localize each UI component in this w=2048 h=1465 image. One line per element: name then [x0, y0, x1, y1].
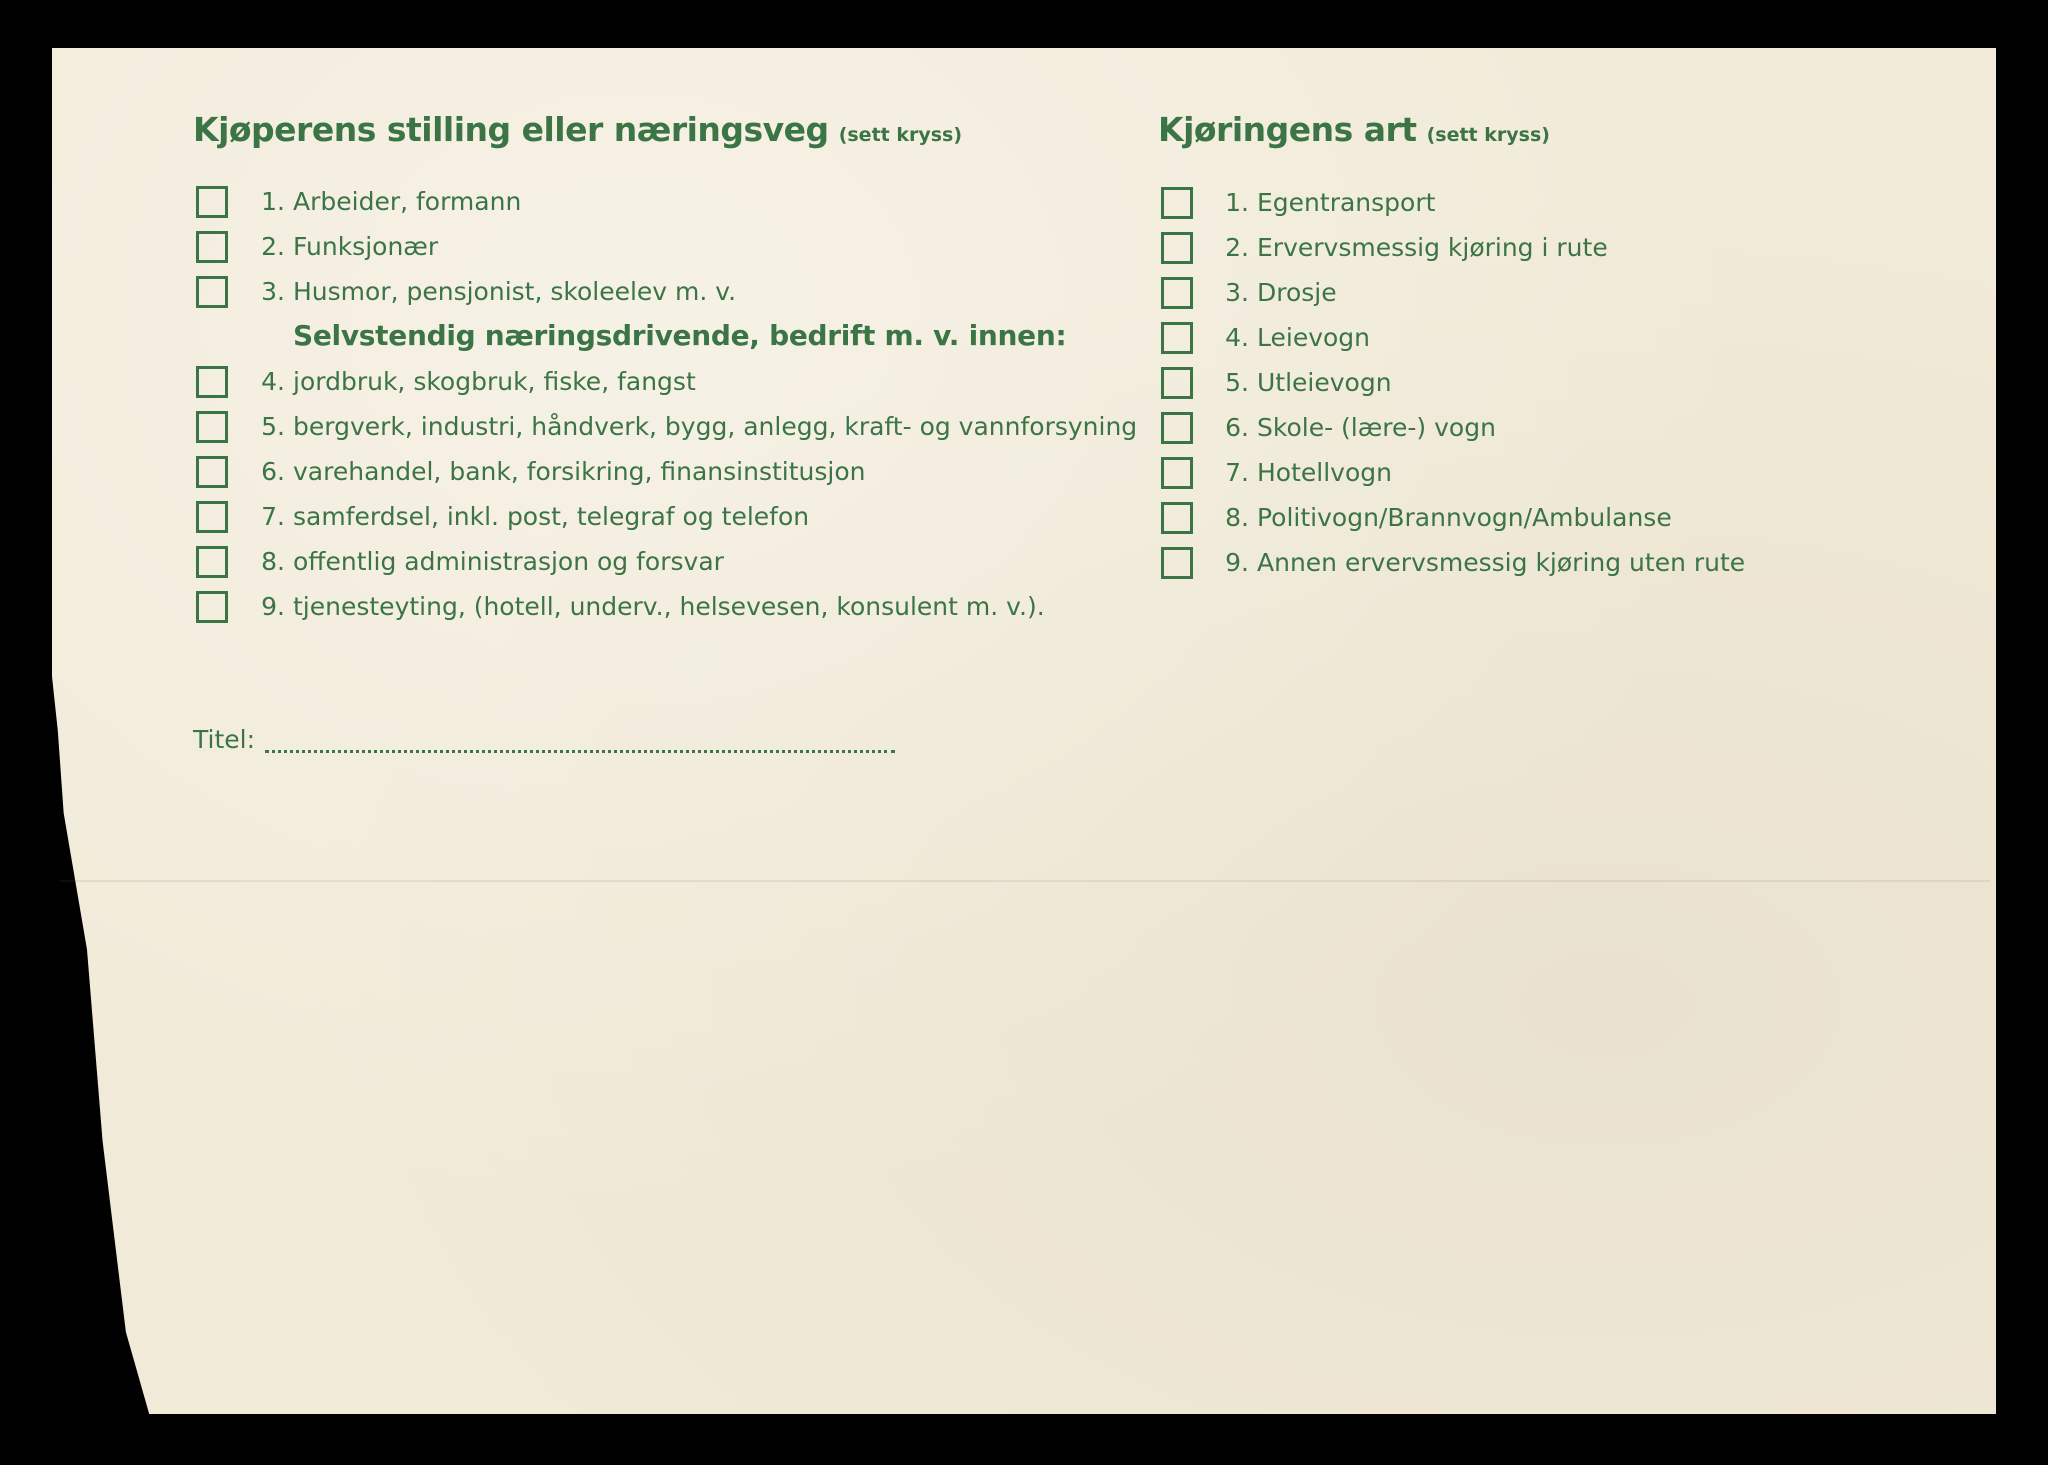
- self-employed-subheading: Selvstendig næringsdrivende, bedrift m. v. innen:: [293, 319, 1067, 352]
- item-number: 3.: [261, 277, 285, 306]
- item-number: 6.: [261, 457, 285, 486]
- item-number: 9.: [261, 592, 285, 621]
- item-number: 1.: [261, 187, 285, 216]
- right-section-heading: [1158, 110, 1550, 149]
- item-label: Annen ervervsmessig kjøring uten rute: [1257, 548, 1746, 577]
- left-section-heading: [193, 110, 962, 149]
- titel-input-line[interactable]: [265, 750, 895, 753]
- item-number: 4.: [1225, 323, 1249, 352]
- item-label: Egentransport: [1257, 188, 1436, 217]
- checkbox-occupation-6[interactable]: [196, 456, 228, 488]
- item-label: jordbruk, skogbruk, fiske, fangst: [293, 367, 696, 396]
- checkbox-occupation-5[interactable]: [196, 411, 228, 443]
- checkbox-driving-7[interactable]: [1161, 457, 1193, 489]
- item-label: varehandel, bank, forsikring, finansinstitusjon: [293, 457, 866, 486]
- right-heading-text: Kjøringens art: [1158, 110, 1417, 149]
- item-label: Husmor, pensjonist, skoleelev m. v.: [293, 277, 737, 306]
- checkbox-occupation-3[interactable]: [196, 276, 228, 308]
- item-label: samferdsel, inkl. post, telegraf og telefon: [293, 502, 810, 531]
- item-label: Arbeider, formann: [293, 187, 522, 216]
- checkbox-driving-4[interactable]: [1161, 322, 1193, 354]
- item-number: 2.: [1225, 233, 1249, 262]
- item-number: 7.: [261, 502, 285, 531]
- checkbox-driving-2[interactable]: [1161, 232, 1193, 264]
- checkbox-driving-1[interactable]: [1161, 187, 1193, 219]
- checkbox-occupation-8[interactable]: [196, 546, 228, 578]
- checkbox-driving-3[interactable]: [1161, 277, 1193, 309]
- checkbox-driving-9[interactable]: [1161, 547, 1193, 579]
- item-number: 7.: [1225, 458, 1249, 487]
- item-number: 8.: [1225, 503, 1249, 532]
- item-label: Politivogn/Brannvogn/Ambulanse: [1257, 503, 1672, 532]
- item-label: Skole- (lære-) vogn: [1257, 413, 1496, 442]
- item-label: Funksjonær: [293, 232, 439, 261]
- item-number: 3.: [1225, 278, 1249, 307]
- checkbox-driving-8[interactable]: [1161, 502, 1193, 534]
- item-number: 9.: [1225, 548, 1249, 577]
- item-label: bergverk, industri, håndverk, bygg, anlegg, kraft- og vannforsyning: [293, 412, 1138, 441]
- item-number: 6.: [1225, 413, 1249, 442]
- right-heading-hint: (sett kryss): [1426, 124, 1550, 146]
- checkbox-driving-5[interactable]: [1161, 367, 1193, 399]
- item-number: 4.: [261, 367, 285, 396]
- paper-fold-line: [60, 880, 1990, 882]
- item-label: tjenesteyting, (hotell, underv., helsevesen, konsulent m. v.).: [293, 592, 1045, 621]
- item-label: Ervervsmessig kjøring i rute: [1257, 233, 1608, 262]
- item-label: Utleievogn: [1257, 368, 1392, 397]
- item-number: 2.: [261, 232, 285, 261]
- titel-label: Titel:: [193, 725, 255, 754]
- item-label: offentlig administrasjon og forsvar: [293, 547, 724, 576]
- item-number: 1.: [1225, 188, 1249, 217]
- item-label: Drosje: [1257, 278, 1337, 307]
- checkbox-occupation-4[interactable]: [196, 366, 228, 398]
- checkbox-driving-6[interactable]: [1161, 412, 1193, 444]
- checkbox-occupation-2[interactable]: [196, 231, 228, 263]
- item-number: 5.: [261, 412, 285, 441]
- item-number: 5.: [1225, 368, 1249, 397]
- left-heading-text: Kjøperens stilling eller næringsveg: [193, 110, 829, 149]
- checkbox-occupation-7[interactable]: [196, 501, 228, 533]
- checkbox-occupation-9[interactable]: [196, 591, 228, 623]
- left-heading-hint: (sett kryss): [838, 124, 963, 146]
- checkbox-occupation-1[interactable]: [196, 186, 228, 218]
- item-label: Leievogn: [1257, 323, 1371, 352]
- item-number: 8.: [261, 547, 285, 576]
- item-label: Hotellvogn: [1257, 458, 1392, 487]
